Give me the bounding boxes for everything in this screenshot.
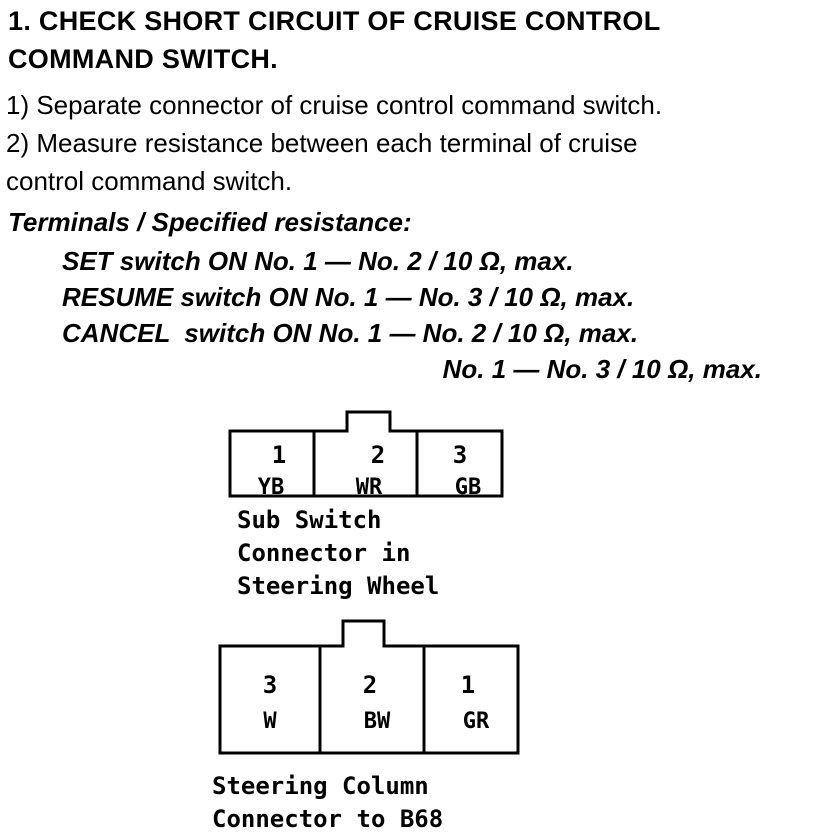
bottom-terminal-3-wire: W <box>263 709 277 734</box>
spec-line-cancel-2: No. 1 — No. 3 / 10 Ω, max. <box>442 354 762 384</box>
top-terminal-2-wire: WR <box>355 475 383 500</box>
bottom-terminal-1-number: 1 <box>460 671 476 699</box>
bottom-terminal-1-wire: GR <box>462 709 490 734</box>
spec-line-set: SET switch ON No. 1 — No. 2 / 10 Ω, max. <box>62 246 574 276</box>
steering-column-caption <box>212 770 443 836</box>
top-terminal-1-number: 1 <box>271 441 287 469</box>
heading-line-1: 1. CHECK SHORT CIRCUIT OF CRUISE CONTROL <box>8 6 661 36</box>
sub-switch-caption <box>237 504 439 603</box>
bottom-terminal-2-number: 2 <box>362 671 378 699</box>
steering-column-caption-line-1: Steering Column <box>212 772 429 800</box>
spec-heading: Terminals / Specified resistance: <box>8 207 412 237</box>
step-2-continued: control command switch. <box>6 166 293 196</box>
top-terminal-3-number: 3 <box>452 441 468 469</box>
spec-line-cancel: CANCEL switch ON No. 1 — No. 2 / 10 Ω, max. <box>62 318 639 348</box>
bottom-terminal-2-wire: BW <box>363 709 391 734</box>
sub-switch-caption-line-3: Steering Wheel <box>237 572 440 600</box>
bottom-terminal-3-number: 3 <box>262 671 278 699</box>
sub-switch-caption-line-2: Connector in <box>237 539 411 567</box>
top-terminal-1-wire: YB <box>257 475 285 500</box>
sub-switch-caption-line-1: Sub Switch <box>237 506 382 534</box>
spec-line-resume: RESUME switch ON No. 1 — No. 3 / 10 Ω, max. <box>62 282 635 312</box>
steering-column-caption-line-2: Connector to B68 <box>212 805 444 833</box>
top-terminal-3-wire: GB <box>454 475 482 500</box>
top-terminal-2-number: 2 <box>370 441 386 469</box>
step-2: 2) Measure resistance between each terminal of cruise <box>6 128 638 158</box>
step-1: 1) Separate connector of cruise control command switch. <box>6 90 663 120</box>
heading-line-2: COMMAND SWITCH. <box>8 44 278 74</box>
